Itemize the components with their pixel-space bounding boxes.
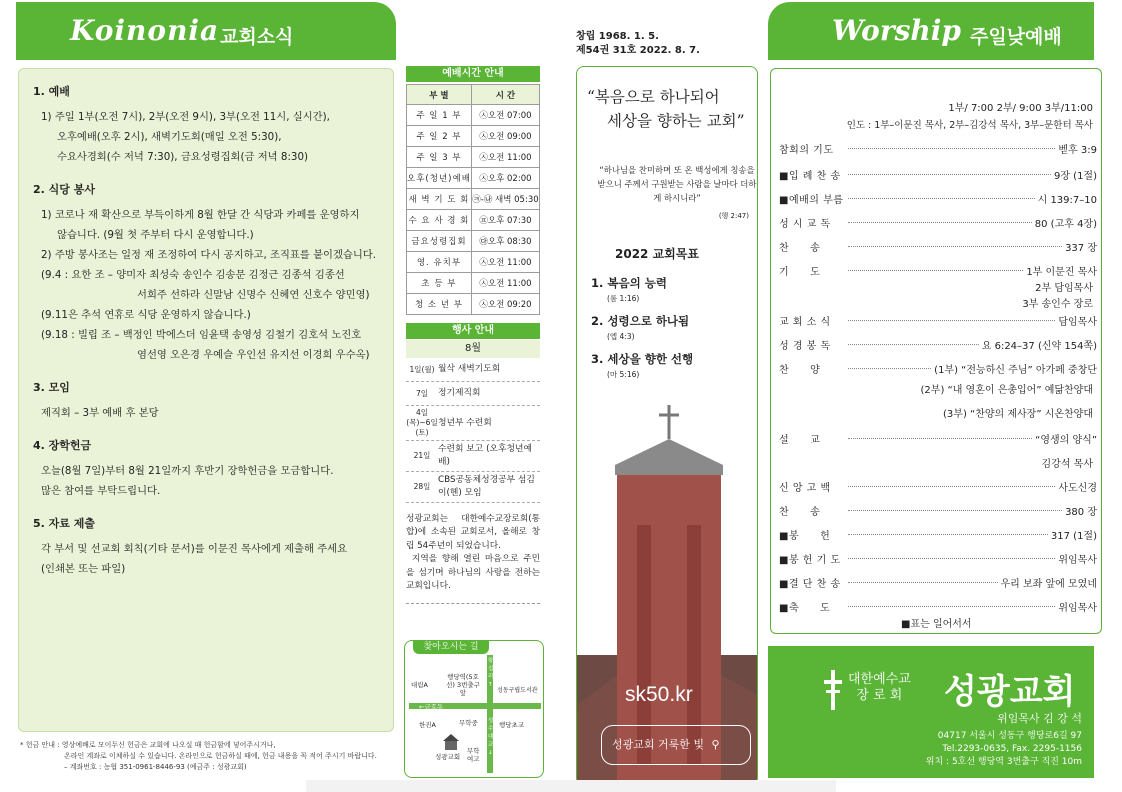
news-line: (9.11은 추석 연휴로 식당 운영하지 않습니다.) — [41, 309, 251, 321]
service-item-value: 요 6:24–37 (신약 154쪽) — [981, 341, 1097, 352]
event-row — [406, 382, 540, 406]
directions-map — [404, 640, 544, 778]
issue-number: 제54권 31호 2022. 8. 7. — [576, 45, 700, 56]
bulletin-info — [576, 30, 700, 58]
time-row — [407, 231, 540, 252]
service-item — [779, 337, 1097, 352]
goal-item: 1. 복음의 능력 (롬 1:16) — [591, 276, 667, 303]
event-row — [406, 472, 540, 503]
service-name: 주 일 3 부 — [407, 147, 472, 168]
service-item — [779, 551, 1097, 566]
service-item-name: 참회의 기도 — [779, 145, 834, 156]
koinonia-header — [16, 2, 396, 60]
section-heading: 3. 모임 — [33, 381, 70, 394]
worship-times-table — [406, 84, 540, 315]
verse-ref: (행 2:47) — [718, 212, 749, 220]
goal-item: 2. 성령으로 하나됨 (엡 4:3) — [591, 314, 690, 341]
church-address: 04717 서울시 성동구 행당로6길 97 Tel.2293-0635, Fax. 2295-1156 위치 : 5호선 행당역 3번출구 직진 10m — [925, 731, 1082, 767]
map-title: 찾아오시는 길 — [413, 640, 489, 654]
dot-leader — [848, 215, 1032, 223]
divider — [406, 603, 540, 604]
event-date: 28일 — [413, 482, 431, 491]
service-name: 영. 유치부 — [407, 252, 472, 273]
service-item — [779, 215, 1097, 230]
service-item-value: “영생의 양식” — [1035, 435, 1097, 446]
service-time: ㉦오전 07:00 — [471, 105, 539, 126]
time-row — [407, 210, 540, 231]
service-item — [779, 141, 1097, 156]
founded-date: 창립 1968. 1. 5. — [576, 31, 659, 42]
time-row — [407, 168, 540, 189]
news-line: (인쇄본 또는 파일) — [41, 563, 126, 575]
event-title: 월삭 새벽기도회 — [438, 364, 501, 374]
events-list — [406, 358, 540, 503]
section-heading: 1. 예배 — [33, 85, 70, 98]
service-time: ㉰오후 08:30 — [471, 231, 539, 252]
service-name: 청 소 년 부 — [407, 294, 472, 315]
event-title: 수련회 보고 (오후청년예배) — [438, 444, 533, 467]
dot-leader — [848, 337, 979, 345]
event-date: 1일(월) — [409, 364, 435, 374]
event-title: CBS공동체성경공부 섬김이(헨) 모임 — [438, 475, 535, 498]
map-label: 무학중 — [459, 719, 478, 727]
service-item-name: ■결 단 찬 송 — [779, 579, 841, 590]
bible-verse — [597, 163, 757, 220]
order-of-service — [770, 68, 1102, 634]
events-title: 행사 안내 — [406, 323, 540, 339]
time-row — [407, 294, 540, 315]
news-line: 1) 주일 1부(오전 7시), 2부(오전 9시), 3부(오전 11시, 실시간), — [41, 111, 330, 123]
service-item — [779, 503, 1097, 518]
service-name: 초 등 부 — [407, 273, 472, 294]
slogan-line: “복음으로 하나되어 — [587, 88, 720, 106]
service-time: ㉦오전 11:00 — [471, 252, 539, 273]
dot-leader — [848, 167, 1051, 175]
service-item-name: 신 앙 고 백 — [779, 483, 831, 494]
news-line: 염선영 오은경 우예슬 우인선 유지선 이경희 우수옥) — [137, 349, 370, 361]
event-row — [406, 441, 540, 472]
section-heading: 2. 식당 봉사 — [33, 183, 95, 196]
service-item-name: 성 경 봉 독 — [779, 341, 831, 352]
worship-panel — [768, 2, 1097, 788]
map-label: 성수대교↓ — [488, 718, 494, 756]
denomination: 대한예수교 장 로 회 — [848, 672, 911, 703]
prayer-extra: 2부 담임목사 — [1035, 283, 1093, 294]
sermon-preacher: 김강석 목사 — [1041, 459, 1093, 470]
map-label: 왕십리↑ — [488, 658, 494, 688]
offering-footnote — [20, 740, 396, 773]
map-label: 대림A — [411, 681, 429, 689]
praise-extra: (3부) “찬양의 제사장” 시온찬양대 — [943, 409, 1093, 420]
service-times: 1부/ 7:00 2부/ 9:00 3부/11:00 — [948, 103, 1093, 114]
dot-leader — [848, 263, 1023, 271]
service-item-value: 80 (고후 4장) — [1034, 219, 1097, 230]
news-line: (9.18 : 빌립 조 – 백정인 박에스더 임윤택 송영성 김철기 김호석 노진호 — [41, 329, 362, 341]
search-text: 성광교회 거룩한 빛 — [612, 738, 705, 751]
service-time: ㉬오후 07:30 — [471, 210, 539, 231]
service-time: ㉦오전 09:20 — [471, 294, 539, 315]
col-header-time: 시 간 — [471, 85, 539, 105]
church-name: 성광교회 — [944, 672, 1076, 712]
news-section — [33, 437, 379, 501]
map-label: 성광교회 — [435, 753, 461, 761]
dot-leader — [848, 239, 1062, 247]
map-label: ←금호동 — [419, 703, 444, 711]
dot-leader — [848, 361, 931, 369]
service-item-value: 1부 이문진 목사 — [1026, 267, 1097, 278]
dot-leader — [848, 313, 1055, 321]
intro-para: 지역을 향해 열린 마음으로 주민을 섬기며 하나님의 사랑을 전하는 교회입니다. — [406, 554, 540, 592]
standing-note: ■표는 일어서서 — [901, 619, 972, 630]
church-intro — [406, 513, 540, 593]
service-item-name: 성 시 교 독 — [779, 219, 831, 230]
dot-leader — [848, 551, 1055, 559]
service-item-value: 9장 (1절) — [1053, 171, 1097, 182]
koinonia-panel — [16, 2, 396, 788]
service-item-value: 사도신경 — [1058, 483, 1097, 494]
dot-leader — [848, 575, 998, 583]
service-name: 금요성령집회 — [407, 231, 472, 252]
map-label: 행당역(5호선) 3번출구앞 — [446, 673, 480, 697]
service-name: 새 벽 기 도 회 — [407, 189, 472, 210]
service-item — [779, 191, 1097, 206]
service-item — [779, 599, 1097, 614]
service-name: 주 일 1 부 — [407, 105, 472, 126]
service-item-name: ■입 례 찬 송 — [779, 171, 841, 182]
time-row — [407, 252, 540, 273]
news-section — [33, 515, 379, 579]
intro-para: 성광교회는 대한예수교장로회(통합)에 소속된 교회로서, 올해로 창립 54주년이 되었습니다. — [406, 514, 540, 551]
koinonia-title: Koinonia — [70, 14, 220, 47]
col-header-service: 부 별 — [407, 85, 472, 105]
time-row — [407, 189, 540, 210]
news-line: 제직회 – 3부 예배 후 본당 — [41, 407, 159, 419]
time-row — [407, 273, 540, 294]
service-item-name: ■예배의 부름 — [779, 195, 844, 206]
service-item — [779, 239, 1097, 254]
search-icon: ⚲ — [711, 738, 720, 751]
footnote-line: * 헌금 안내 : 영상예배로 모이두신 헌금은 교회에 나오실 때 헌금함에 넣어주시거나, — [20, 741, 276, 749]
service-name: 주 일 2 부 — [407, 126, 472, 147]
service-time: ㉪-㉯ 새벽 05:30 — [471, 189, 539, 210]
time-row — [407, 105, 540, 126]
event-title: 정기제직회 — [438, 388, 481, 398]
dot-leader — [848, 479, 1055, 487]
service-item-value: 담임목사 — [1058, 317, 1097, 328]
map-label: 성동구립도서관 — [497, 687, 538, 694]
service-item-value: 위임목사 — [1058, 555, 1097, 566]
sunday-worship-title: 주일낮예배 — [970, 26, 1062, 48]
service-time: ㉦오후 02:00 — [471, 168, 539, 189]
service-item-name: ■봉 헌 기 도 — [779, 555, 841, 566]
service-name: 오후(청년)예배 — [407, 168, 472, 189]
service-name: 수 요 사 경 회 — [407, 210, 472, 231]
news-line: 오늘(8월 7일)부터 8월 21일까지 후반기 장학헌금을 모금합니다. — [41, 465, 334, 477]
service-item — [779, 431, 1097, 446]
service-item-value: 위임목사 — [1058, 603, 1097, 614]
church-url[interactable]: sk50.kr — [625, 683, 693, 706]
event-title: 청년부 수련회 — [438, 417, 492, 428]
service-item-value: 벧후 3:9 — [1058, 145, 1097, 156]
news-line: 2) 주방 봉사조는 일정 재 조정하여 다시 공지하고, 조직표를 붙이겠습니다. — [41, 249, 377, 261]
news-line: 수요사경회(수 저녁 7:30), 금요성령집회(금 저녁 8:30) — [57, 151, 309, 163]
service-item-name: ■축 도 — [779, 603, 831, 614]
service-item-value: 우리 보좌 앞에 모였네 — [1000, 579, 1097, 590]
service-time: ㉦오전 11:00 — [471, 273, 539, 294]
service-item-name: 찬 양 — [779, 365, 821, 376]
footnote-line: 온라인 계좌로 이체하실 수 있습니다. 온라인으로 헌금하실 때에, 헌금 내용을 꼭 적어 주시기 바랍니다. — [64, 752, 377, 760]
goals-title: 2022 교회목표 — [615, 247, 699, 261]
service-item-value: 시 139:7–10 — [1037, 195, 1097, 206]
pastor-name: 위임목사 김 강 석 — [997, 712, 1082, 725]
service-item-value: 337 장 — [1065, 243, 1097, 254]
worship-times-title: 예배시간 안내 — [406, 66, 540, 82]
service-item — [779, 479, 1097, 494]
search-box[interactable] — [601, 725, 751, 765]
service-item-value: 317 (1절) — [1050, 531, 1097, 542]
worship-header — [768, 2, 1094, 60]
event-row — [406, 406, 540, 441]
section-heading: 4. 장학헌금 — [33, 439, 92, 452]
service-time: ㉦오전 11:00 — [471, 147, 539, 168]
cross-icon — [822, 670, 844, 710]
service-item-value: 380 장 — [1065, 507, 1097, 518]
service-item-name: 설 교 — [779, 435, 821, 446]
time-row — [407, 147, 540, 168]
slogan-line: 세상을 향하는 교회” — [607, 112, 745, 130]
cover-panel — [562, 0, 762, 792]
news-line: (9.4 : 요한 조 – 양미자 최성숙 송인수 김송문 김정근 김종석 김종선 — [41, 269, 345, 281]
service-item — [779, 361, 1097, 376]
map-label: 행당초교 — [499, 721, 525, 729]
dot-leader — [848, 141, 1055, 149]
news-section — [33, 83, 379, 167]
service-item — [779, 167, 1097, 182]
church-slogan — [587, 85, 745, 133]
service-time: ㉦오전 09:00 — [471, 126, 539, 147]
news-box — [18, 68, 394, 732]
news-section — [33, 379, 379, 423]
service-item-name: 교 회 소 식 — [779, 317, 831, 328]
service-item-name: ■봉 헌 — [779, 531, 831, 542]
event-row — [406, 358, 540, 382]
church-news-title: 교회소식 — [220, 26, 294, 48]
map-label: 한진A — [419, 721, 437, 729]
dot-leader — [848, 431, 1032, 439]
verse-text: “하나님을 찬미하며 또 온 백성에게 칭송을 받으니 주께서 구원받는 사람을 날마다 더하게 하시니라” — [597, 165, 757, 203]
church-banner — [768, 646, 1094, 778]
service-item-name: 기 도 — [779, 267, 821, 278]
service-item — [779, 313, 1097, 328]
service-item — [779, 263, 1097, 278]
church-icon — [441, 733, 461, 751]
cover-frame — [576, 66, 758, 786]
service-leaders: 인도 : 1부–이문진 목사, 2부–김강석 목사, 3부–문한터 목사 — [846, 120, 1093, 131]
news-line: 오후예배(오후 2시), 새벽기도회(매일 오전 5:30), — [57, 131, 282, 143]
news-line: 1) 코로나 재 확산으로 부득이하게 8월 한달 간 식당과 카페를 운영하지 — [41, 209, 360, 221]
footnote-line: – 계좌번호 : 농협 351-0961-8446-93 (예금주 : 성광교회) — [64, 763, 247, 771]
news-section — [33, 181, 379, 365]
dot-leader — [848, 599, 1055, 607]
event-date: 4일(목)~6일(토) — [406, 408, 438, 437]
service-item — [779, 575, 1097, 590]
event-date: 21일 — [413, 451, 431, 460]
service-item — [779, 527, 1097, 542]
event-date: 7일 — [415, 388, 429, 398]
dot-leader — [848, 191, 1035, 199]
news-line: 많은 참여를 부탁드립니다. — [41, 485, 161, 497]
news-line: 않습니다. (9월 첫 주부터 다시 운영합니다.) — [57, 229, 254, 241]
schedule-column — [406, 66, 540, 604]
prayer-extra: 3부 송인수 장로 — [1022, 299, 1093, 310]
dot-leader — [848, 527, 1048, 535]
news-line: 서희주 선하라 신말남 신명수 신혜연 신호수 양민영) — [137, 289, 370, 301]
service-item-value: (1부) “전능하신 주님” 아가페 중창단 — [934, 365, 1097, 376]
worship-title: Worship — [832, 14, 961, 47]
praise-extra: (2부) “내 영혼이 은총입어” 예닮찬양대 — [920, 385, 1093, 396]
dot-leader — [848, 503, 1062, 511]
events-month: 8월 — [406, 340, 540, 358]
service-item-name: 찬 송 — [779, 507, 821, 518]
goal-item: 3. 세상을 향한 선행 (마 5:16) — [591, 352, 694, 379]
viewer-toolbar — [306, 780, 836, 792]
time-row — [407, 126, 540, 147]
section-heading: 5. 자료 제출 — [33, 517, 95, 530]
map-label: 무학여고 — [467, 747, 480, 763]
news-line: 각 부서 및 선교회 회칙(기타 문서)를 이문진 목사에게 제출해 주세요 — [41, 543, 348, 555]
service-item-name: 찬 송 — [779, 243, 821, 254]
